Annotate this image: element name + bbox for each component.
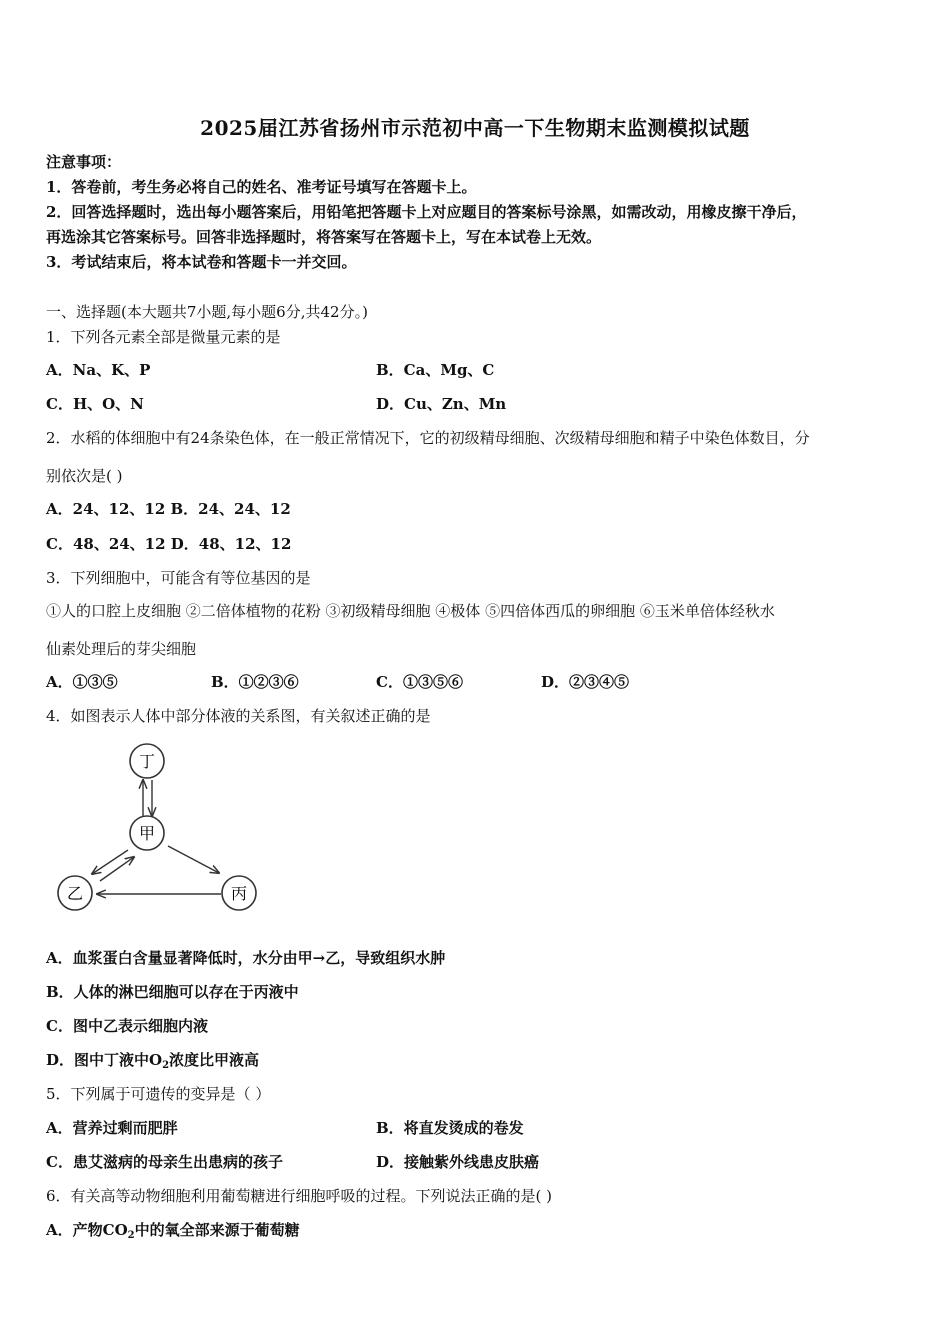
q5-option-b: B．将直发烫成的卷发	[376, 1119, 524, 1137]
q3-option-a: A．①③⑤	[46, 673, 118, 691]
arrow-jia-to-bing	[168, 846, 219, 873]
q6-option-a-sub: 2	[127, 1230, 135, 1241]
node-yi-label: 乙	[66, 884, 84, 903]
q2-options-ab: A．24、12、12 B．24、24、12	[46, 500, 291, 518]
q1-option-a: A．Na、K、P	[46, 361, 151, 379]
q5-option-c: C．患艾滋病的母亲生出患病的孩子	[46, 1153, 283, 1171]
q4-option-c-text: C．图中乙表示细胞内液	[46, 1017, 208, 1035]
q6-option-a-post: 中的氧全部来源于葡萄糖	[134, 1221, 300, 1239]
arrow-yi-to-jia	[100, 857, 134, 881]
body-fluid-diagram	[46, 740, 266, 915]
q1-option-d: D．Cu、Zn、Mn	[376, 395, 507, 413]
q4-option-b-text: B．人体的淋巴细胞可以存在于丙液中	[46, 983, 299, 1001]
q1-option-c: C．H、O、N	[46, 395, 144, 413]
node-ding-label: 丁	[138, 752, 156, 771]
q2-options-cd: C．48、24、12 D．48、12、12	[46, 535, 292, 553]
q2-stem-line1: 2．水稻的体细胞中有24条染色体，在一般正常情况下，它的初级精母细胞、次级精母细胞和精子中染色体数目，分	[46, 429, 810, 447]
page-title: 2025届江苏省扬州市示范初中高一下生物期末监测模拟试题	[200, 116, 750, 140]
q3-option-b: B．①②③⑥	[211, 673, 299, 691]
q5-option-d: D．接触紫外线患皮肤癌	[376, 1153, 540, 1171]
q3-option-d: D．②③④⑤	[541, 673, 630, 691]
node-jia-label: 甲	[138, 824, 156, 843]
notice-item-1: 1．答卷前，考生务必将自己的姓名、准考证号填写在答题卡上。	[46, 178, 477, 196]
arrow-jia-to-yi	[92, 850, 128, 874]
section-heading: 一、选择题(本大题共7小题,每小题6分,共42分。)	[46, 303, 368, 321]
node-bing-label: 丙	[230, 884, 248, 903]
q1-stem: 1．下列各元素全部是微量元素的是	[46, 328, 281, 346]
q5-stem: 5．下列属于可遗传的变异是（ ）	[46, 1085, 271, 1103]
q4-option-d-pre: D．图中丁液中O	[46, 1051, 163, 1069]
q4-option-d-post: 浓度比甲液高	[169, 1051, 260, 1069]
q4-option-c	[46, 1016, 208, 1036]
q4-stem: 4．如图表示人体中部分体液的关系图，有关叙述正确的是	[46, 707, 431, 725]
notice-item-2-cont: 再选涂其它答案标号。回答非选择题时，将答案写在答题卡上，写在本试卷上无效。	[46, 228, 602, 246]
q3-list-line2: 仙素处理后的芽尖细胞	[46, 640, 197, 658]
q3-stem: 3．下列细胞中，可能含有等位基因的是	[46, 569, 311, 587]
q4-option-a-text: A．血浆蛋白含量显著降低时，水分由甲→乙，导致组织水肿	[46, 949, 446, 967]
q6-option-a	[46, 1220, 300, 1243]
q5-option-a: A．营养过剩而肥胖	[46, 1119, 178, 1137]
q6-stem: 6．有关高等动物细胞利用葡萄糖进行细胞呼吸的过程。下列说法正确的是( )	[46, 1187, 553, 1205]
q3-option-c: C．①③⑤⑥	[376, 673, 463, 691]
q4-option-b	[46, 982, 299, 1002]
q1-option-b: B．Ca、Mg、C	[376, 361, 495, 379]
q2-stem-line2: 别依次是( )	[46, 467, 123, 485]
q4-option-a	[46, 948, 445, 968]
notice-item-2: 2．回答选择题时，选出每小题答案后，用铅笔把答题卡上对应题目的答案标号涂黑，如需改动，用橡皮擦干净后，	[46, 203, 807, 221]
q4-option-d-sub: 2	[162, 1060, 170, 1071]
notice-heading: 注意事项：	[46, 153, 122, 171]
q3-list-line1: ①人的口腔上皮细胞 ②二倍体植物的花粉 ③初级精母细胞 ④极体 ⑤四倍体西瓜的卵细胞 ⑥玉米单倍体经秋水	[46, 602, 775, 620]
notice-item-3: 3．考试结束后，将本试卷和答题卡一并交回。	[46, 253, 357, 271]
q4-option-d	[46, 1050, 259, 1073]
q6-option-a-pre: A．产物CO	[46, 1221, 128, 1239]
